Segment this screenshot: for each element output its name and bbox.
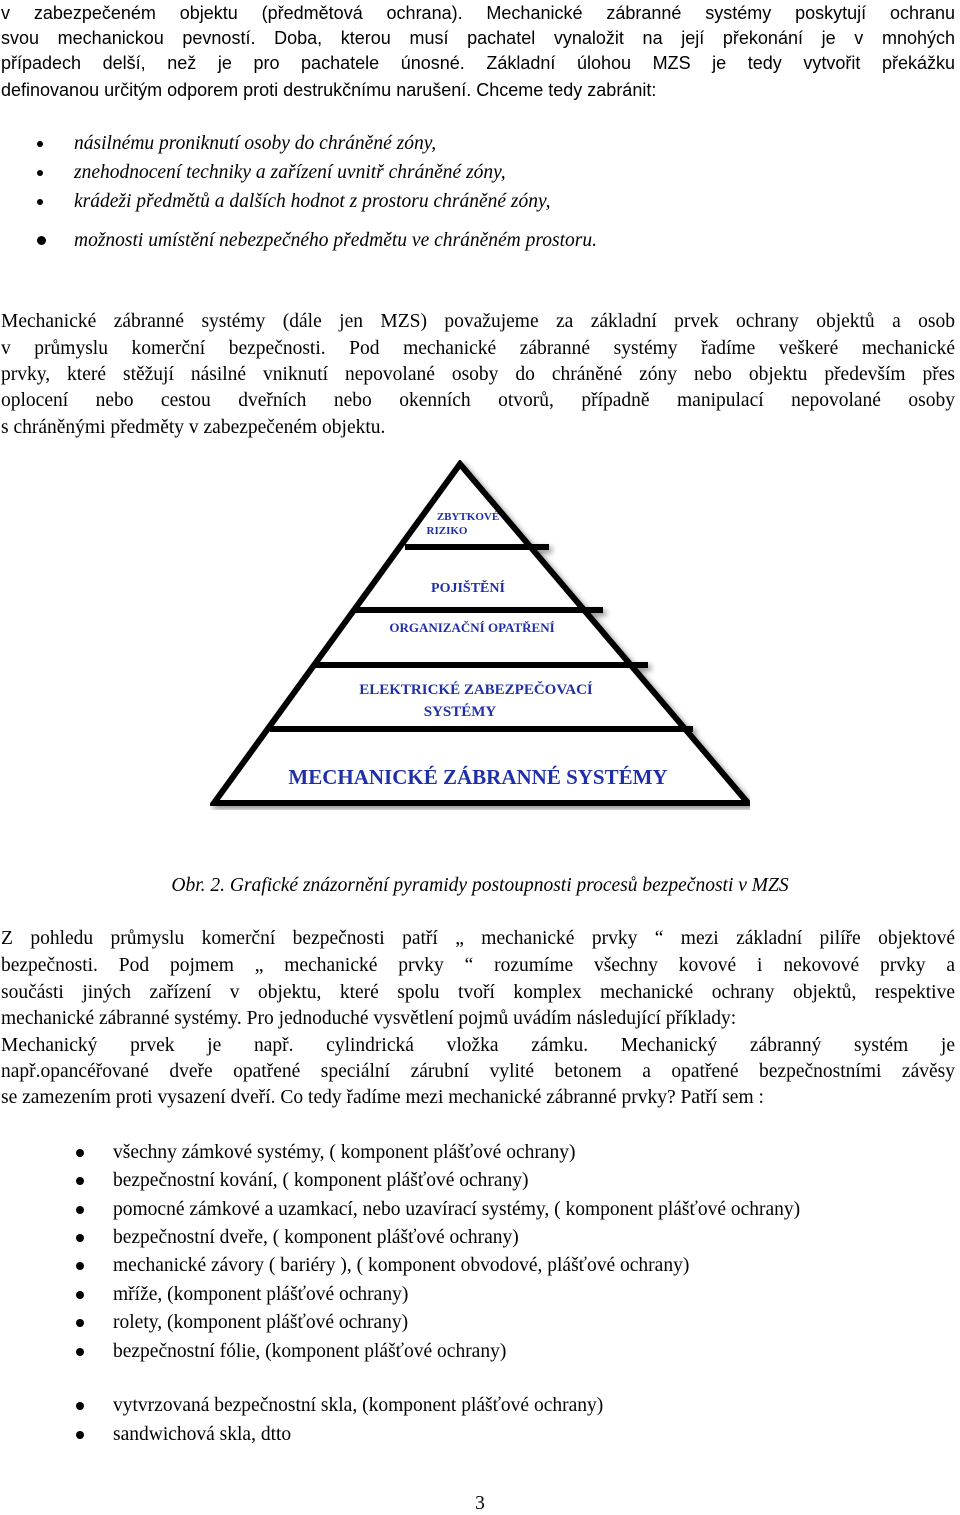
list-item	[0, 1422, 960, 1450]
list-item-text: znehodnocení techniky a zařízení uvnitř chráněné zóny,	[74, 162, 506, 183]
bullet-icon	[76, 1431, 84, 1439]
paragraph-line: součásti jiných zařízení v objektu, které spolu tvoří komplex mechanické ochrany objektů, respektive	[1, 982, 955, 1003]
paragraph-line: Mechanické zábranné systémy (dále jen MZS) považujeme za základní prvek ochrany objektů a osob	[1, 311, 955, 332]
figure-caption: Obr. 2. Grafické znázornění pyramidy postoupnosti procesů bezpečnosti v MZS	[171, 875, 789, 896]
paragraph-line: Mechanický prvek je např. cylindrická vložka zámku. Mechanický zábranný systém je	[1, 1035, 955, 1056]
paragraph-line: např.opancéřované dveře opatřené speciální zárubní vylité betonem a opatřené bezpečnostními závěsy	[1, 1061, 955, 1082]
list-item	[0, 1197, 960, 1225]
pyramid-level-mechanical: MECHANICKÉ ZÁBRANNÉ SYSTÉMY	[288, 765, 668, 789]
bullet-icon	[76, 1234, 84, 1242]
pyramid-figure	[210, 460, 750, 810]
paragraph-line: prvky, které stěžují násilné vniknutí nepovolané osoby do chráněné zóny nebo objektu především přes	[1, 364, 955, 385]
list-item	[0, 1168, 960, 1196]
list-item-text: násilnému proniknutí osoby do chráněné zóny,	[74, 133, 437, 154]
paragraph-line: s chráněnými předměty v zabezpečeném objektu.	[1, 417, 386, 438]
pyramid-level-electronic: ELEKTRICKÉ ZABEZPEČOVACÍ	[359, 682, 593, 698]
bullet-icon	[76, 1319, 84, 1327]
pyramid-diagram	[210, 460, 750, 810]
bullet-icon	[76, 1262, 84, 1270]
bullet-icon	[76, 1291, 84, 1299]
list-item	[0, 160, 960, 188]
bullet-icon	[37, 141, 43, 147]
page-number: 3	[475, 1493, 485, 1514]
intro-line: svou mechanickou pevností. Doba, kterou musí pachatel vynaložit na její překonání je v mnohých	[1, 28, 955, 48]
intro-line: definovanou určitým odporem proti destrukčnímu narušení. Chceme tedy zabránit:	[1, 80, 657, 100]
intro-line: v zabezpečeném objektu (předmětová ochrana). Mechanické zábranné systémy poskytují ochranu	[1, 3, 955, 23]
pyramid-level-insurance: POJIŠTĚNÍ	[431, 581, 505, 596]
list-item-text: možnosti umístění nebezpečného předmětu ve chráněném prostoru.	[74, 230, 597, 251]
paragraph-line: se zamezením proti vysazení dveří. Co tedy řadíme mezi mechanické zábranné prvky? Patří sem :	[1, 1087, 764, 1108]
list-item-text: krádeži předmětů a dalších hodnot z prostoru chráněné zóny,	[74, 191, 551, 212]
list-item	[0, 1339, 960, 1367]
pyramid-level-residual-risk: RIZIKO	[426, 525, 468, 537]
pyramid-level-residual-risk: ZBYTKOVÉ	[436, 511, 500, 523]
list-item-text: rolety, (komponent plášťové ochrany)	[113, 1312, 409, 1333]
paragraph-line: bezpečnosti. Pod pojmem „ mechanické prvky “ rozumíme všechny kovové i nekovové prvky a	[1, 955, 955, 976]
list-item	[0, 131, 960, 159]
list-item-text: všechny zámkové systémy, ( komponent plášťové ochrany)	[113, 1142, 576, 1163]
paragraph-line: oplocení nebo cestou dveřních nebo okenních otvorů, případně manipulací nepovolané osoby	[1, 390, 955, 411]
list-item	[0, 228, 960, 256]
list-item	[0, 1393, 960, 1421]
list-item-text: mechanické závory ( bariéry ), ( komponent obvodové, plášťové ochrany)	[113, 1255, 690, 1276]
paragraph-line: Z pohledu průmyslu komerční bezpečnosti patří „ mechanické prvky “ mezi základní pilíře objektové	[1, 928, 955, 949]
bullet-icon	[76, 1177, 84, 1185]
paragraph-line: mechanické zábranné systémy. Pro jednoduché vysvětlení pojmů uvádím následující příklady:	[1, 1008, 737, 1029]
bullet-icon	[76, 1348, 84, 1356]
pyramid-level-electronic: SYSTÉMY	[423, 704, 497, 720]
list-item-text: bezpečnostní fólie, (komponent plášťové ochrany)	[113, 1341, 507, 1362]
bullet-icon	[76, 1402, 84, 1410]
list-item	[0, 1310, 960, 1338]
bullet-icon	[37, 170, 43, 176]
list-item	[0, 1282, 960, 1310]
bullet-icon	[37, 199, 43, 205]
list-item-text: mříže, (komponent plášťové ochrany)	[113, 1284, 409, 1305]
list-item	[0, 1225, 960, 1253]
pyramid-level-organizational: ORGANIZAČNÍ OPATŘENÍ	[389, 620, 555, 635]
list-item-text: bezpečnostní kování, ( komponent plášťové ochrany)	[113, 1170, 529, 1191]
list-item	[0, 1253, 960, 1281]
list-item-text: bezpečnostní dveře, ( komponent plášťové ochrany)	[113, 1227, 519, 1248]
list-item-text: vytvrzovaná bezpečnostní skla, (komponent plášťové ochrany)	[113, 1395, 604, 1416]
bullet-icon	[37, 236, 46, 245]
intro-line: případech delší, než je pro pachatele únosné. Základní úlohou MZS je tedy vytvořit překážku	[1, 53, 955, 73]
list-item-text: sandwichová skla, dtto	[113, 1424, 292, 1445]
list-item	[0, 189, 960, 217]
bullet-icon	[76, 1149, 84, 1157]
list-item	[0, 1140, 960, 1168]
paragraph-line: v průmyslu komerční bezpečnosti. Pod mechanické zábranné systémy řadíme veškeré mechanické	[1, 338, 955, 359]
list-item-text: pomocné zámkové a uzamkací, nebo uzavírací systémy, ( komponent plášťové ochrany)	[113, 1199, 801, 1220]
bullet-icon	[76, 1206, 84, 1214]
